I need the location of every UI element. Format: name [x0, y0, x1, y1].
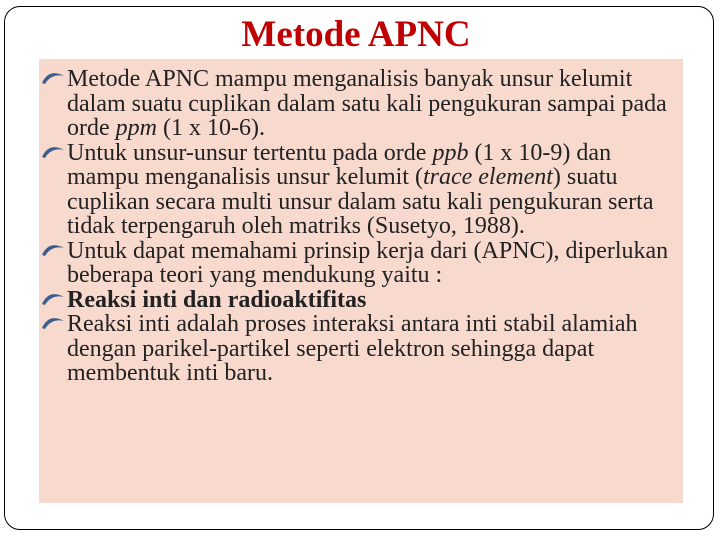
- swoosh-bullet-icon: [41, 290, 65, 310]
- bullet-list: [39, 59, 683, 386]
- bullet-item: [39, 141, 683, 239]
- bullet-text: Untuk unsur-unsur tertentu pada orde: [67, 139, 433, 166]
- swoosh-bullet-icon: [41, 143, 65, 163]
- bullet-text: (1 x 10-9) dan mampu menganalisis unsur kelumit (: [67, 139, 612, 190]
- slide-title: Metode APNC: [241, 14, 471, 55]
- bullet-item: [39, 312, 683, 386]
- bullet-text: (1 x 10-6).: [157, 115, 265, 141]
- swoosh-bullet-icon: [41, 241, 65, 261]
- italic-term: ppb: [432, 139, 469, 166]
- swoosh-bullet-icon: [41, 314, 65, 334]
- bullet-text: Untuk dapat memahami prinsip kerja dari (APNC), diperlukan beberapa teori yang mendukung yaitu :: [67, 237, 669, 288]
- content-box: [39, 59, 683, 503]
- italic-term: trace element: [422, 164, 553, 190]
- bullet-text: ) suatu cuplikan secara multi unsur dalam satu kali pengukuran serta tidak terpengaruh oleh matriks (Susetyo, 1988).: [67, 164, 654, 239]
- italic-term: ppm: [115, 115, 157, 141]
- swoosh-bullet-icon: [41, 69, 65, 89]
- bullet-item: [39, 288, 683, 313]
- bullet-text: Reaksi inti dan radioaktifitas: [67, 286, 367, 313]
- slide-frame: [4, 6, 714, 530]
- bullet-item: [39, 239, 683, 288]
- bullet-item: [39, 67, 683, 141]
- bullet-text: Metode APNC mampu menganalisis banyak unsur kelumit dalam suatu cuplikan dalam satu kali pengukuran sampai pada orde: [67, 66, 667, 141]
- bullet-text: Reaksi inti adalah proses interaksi antara inti stabil alamiah dengan parikel-partikel seperti elektron sehingga dapat membentuk inti baru.: [67, 311, 638, 386]
